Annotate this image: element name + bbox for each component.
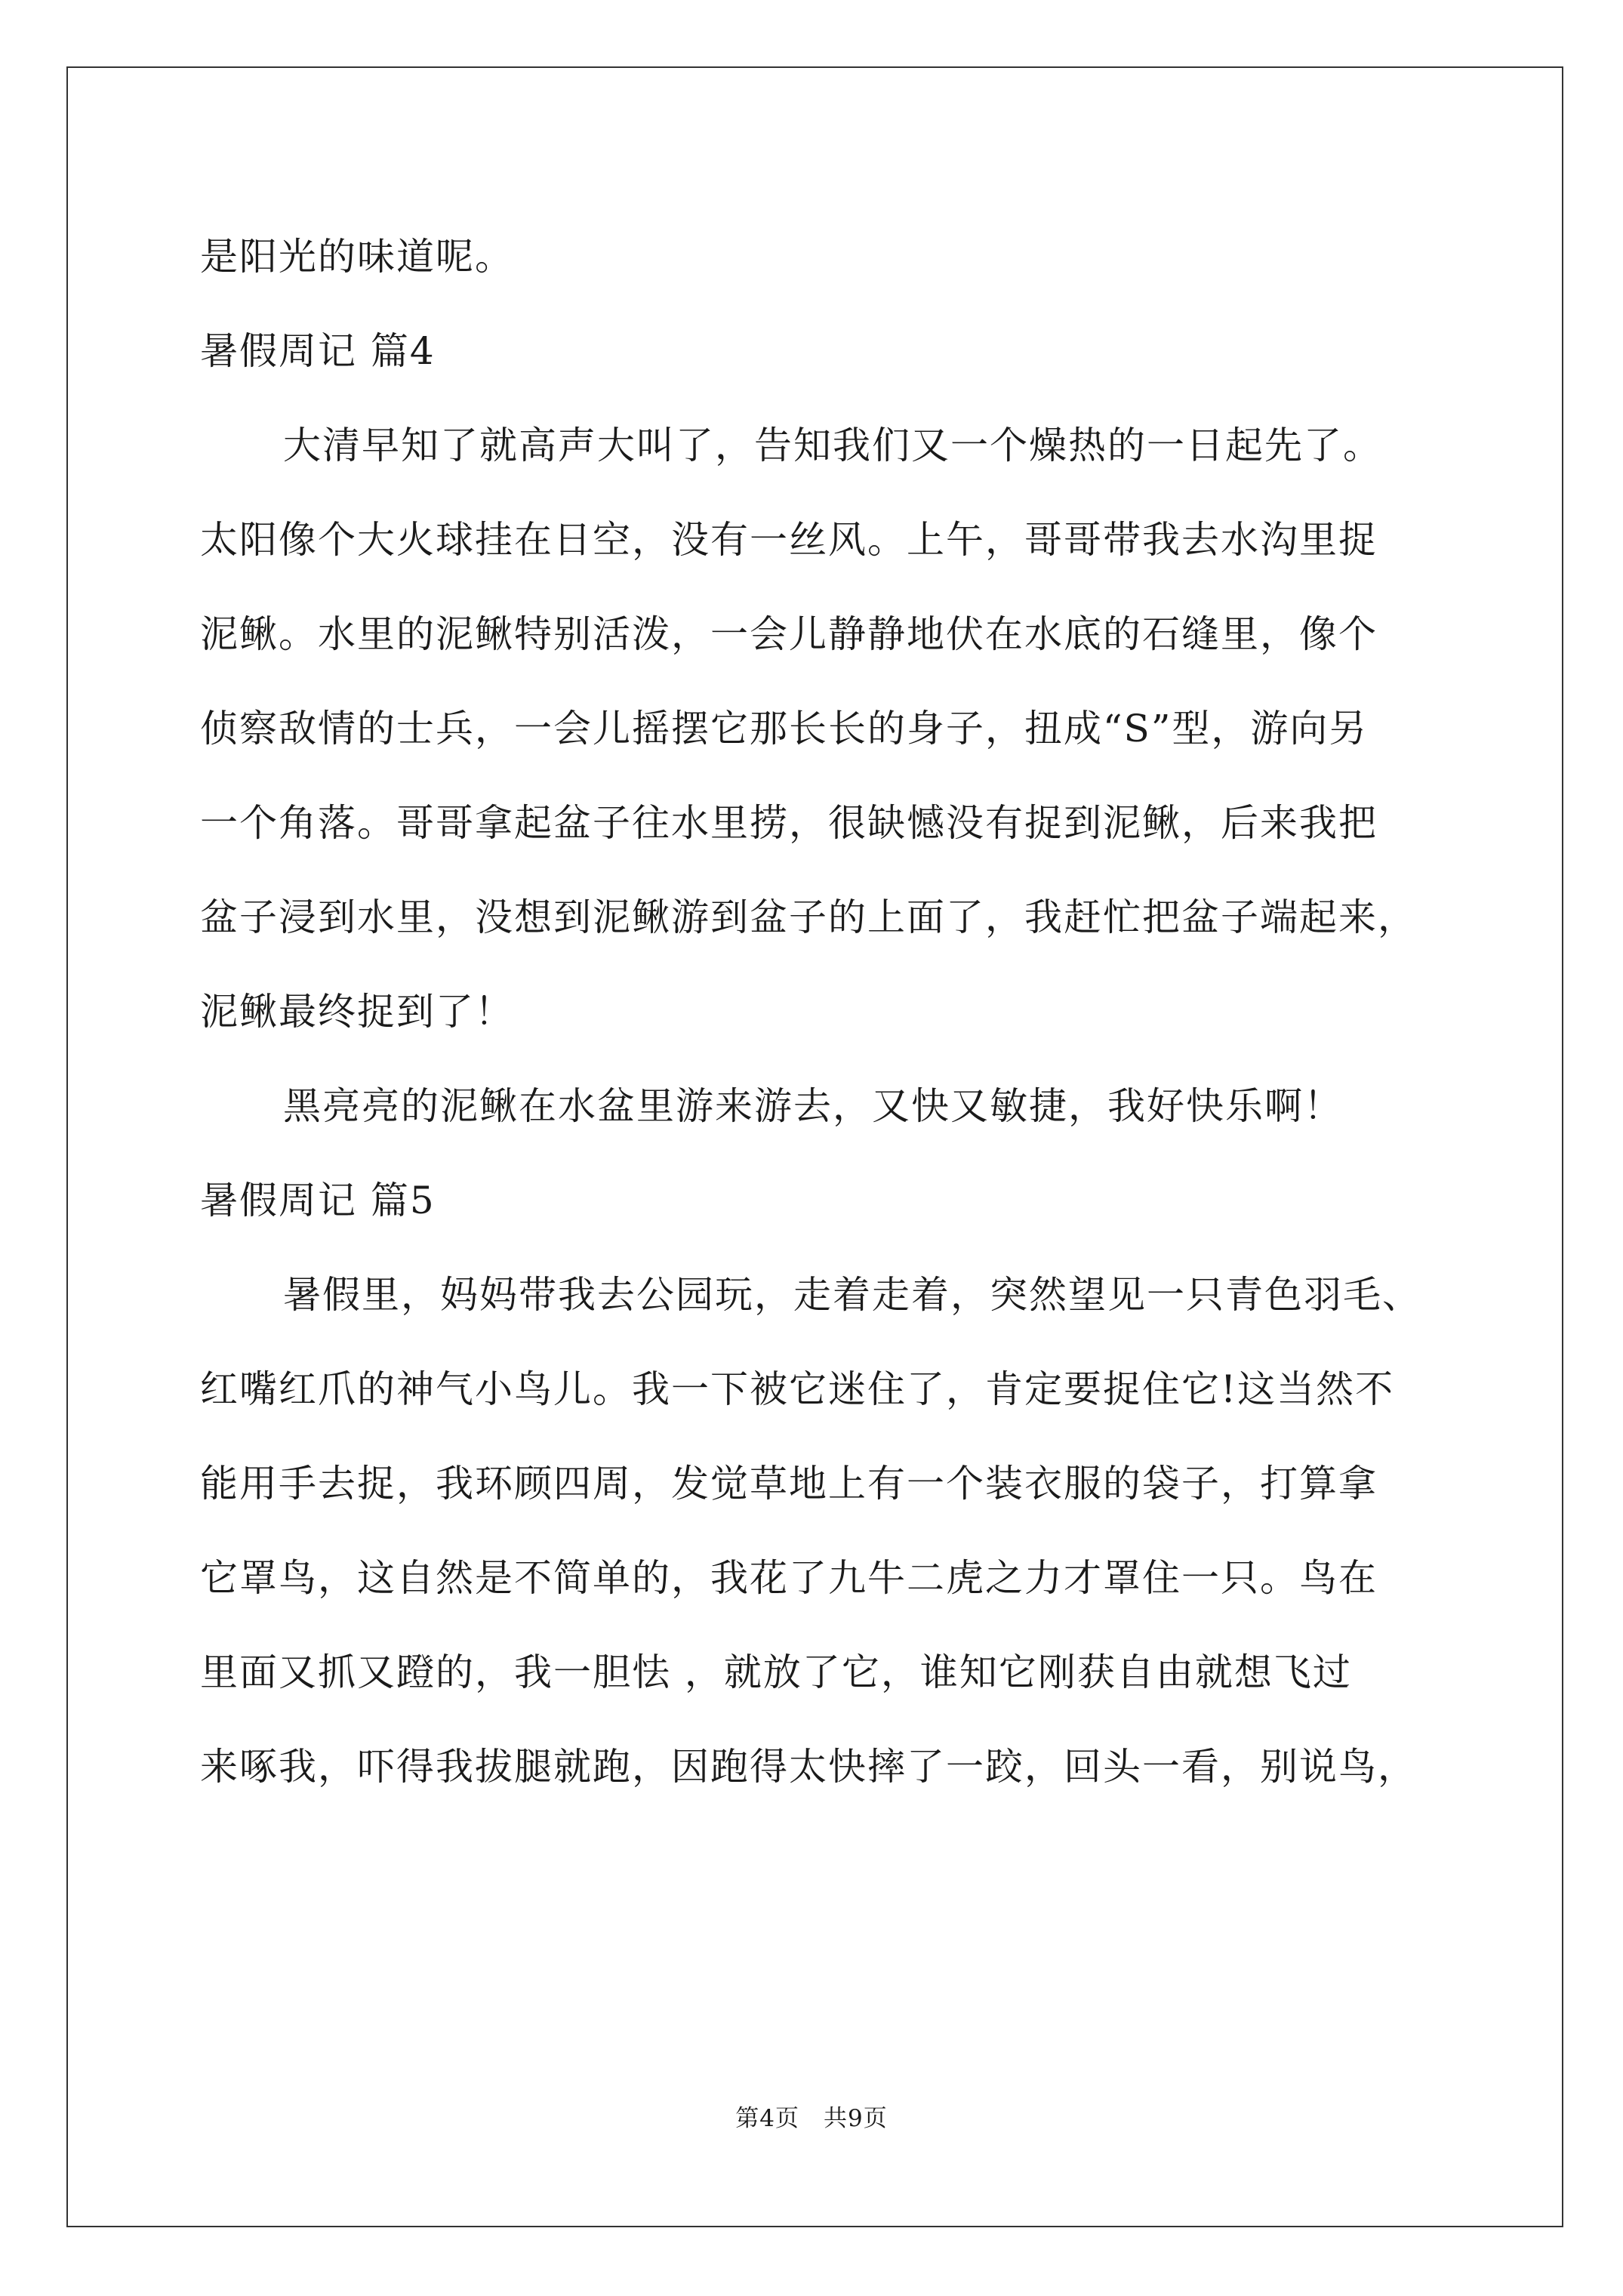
text-line: 能用手去捉，我环顾四周，发觉草地上有一个装衣服的袋子，打算拿 (200, 1462, 1378, 1505)
text-line: 黑亮亮的泥鳅在水盆里游来游去，又快又敏捷，我好快乐啊！ (283, 1084, 1343, 1128)
text-line: 太阳像个大火球挂在日空，没有一丝风。上午，哥哥带我去水沟里捉 (200, 518, 1378, 562)
text-line: 暑假里，妈妈带我去公园玩，走着走着，突然望见一只青色羽毛、 (283, 1273, 1421, 1317)
text-line: 泥鳅最终捉到了！ (200, 990, 514, 1034)
text-line: 一个角落。哥哥拿起盆子往水里捞，很缺憾没有捉到泥鳅，后来我把 (200, 801, 1378, 845)
text-line: 侦察敌情的士兵，一会儿摇摆它那长长的身子，扭成“S”型，游向另 (200, 707, 1369, 750)
text-line: 来啄我，吓得我拔腿就跑，因跑得太快摔了一跤，回头一看，别说鸟， (200, 1745, 1417, 1789)
text-line: 泥鳅。水里的泥鳅特别活泼，一会儿静静地伏在水底的石缝里，像个 (200, 612, 1378, 656)
text-line: 它罩鸟，这自然是不简单的，我花了九牛二虎之力才罩住一只。鸟在 (200, 1556, 1378, 1600)
section-heading: 暑假周记 篇4 (200, 329, 436, 373)
text-line: 是阳光的味道呢。 (200, 235, 514, 279)
page-number: 第4页 共9页 (735, 2105, 888, 2132)
text-line: 盆子浸到水里，没想到泥鳅游到盆子的上面了，我赶忙把盆子端起来， (200, 895, 1417, 939)
section-heading: 暑假周记 篇5 (200, 1179, 436, 1222)
document-body (200, 210, 1438, 1814)
text-line: 里面又抓又蹬的，我一胆怯 ，就放了它，谁知它刚获自由就想飞过 (200, 1650, 1352, 1694)
text-line: 大清早知了就高声大叫了，告知我们又一个燥热的一日起先了。 (283, 424, 1382, 467)
text-line: 红嘴红爪的神气小鸟儿。我一下被它迷住了，肯定要捉住它!这当然不 (200, 1367, 1395, 1411)
